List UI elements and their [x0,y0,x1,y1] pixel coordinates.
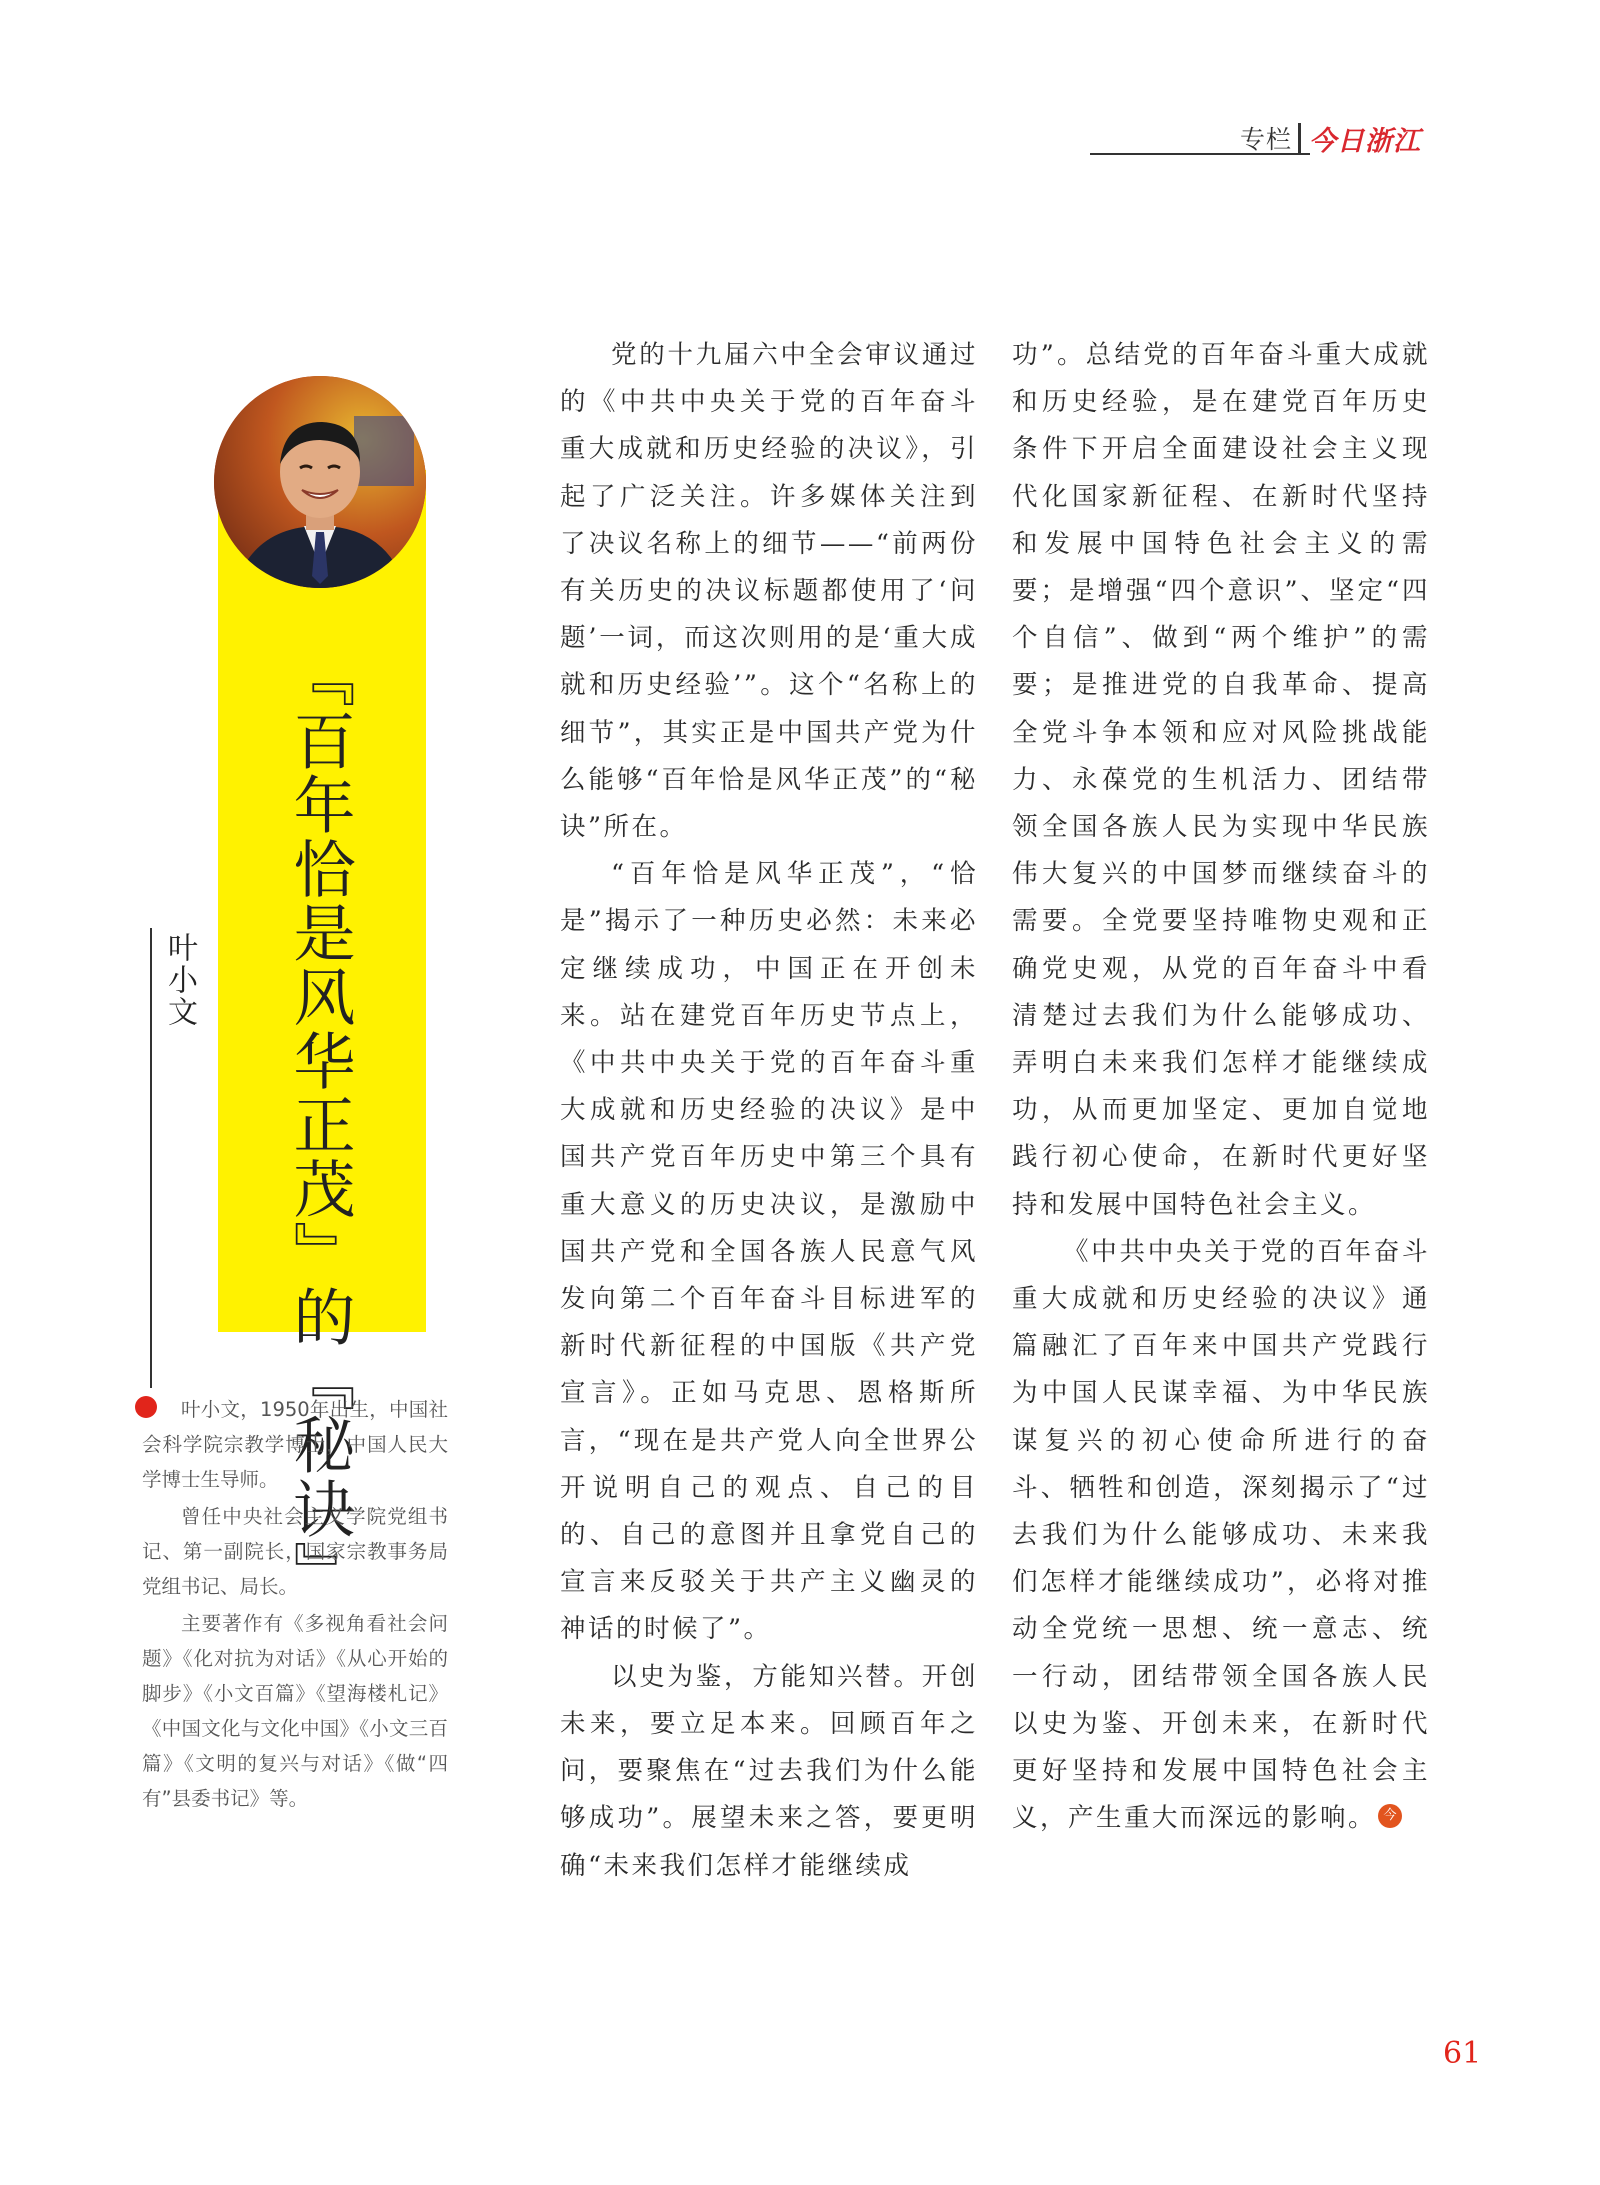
author-bio [142,1392,448,1818]
end-mark-icon: 今 [1378,1804,1402,1828]
bio-paragraph: 主要著作有《多视角看社会问题》《化对抗为对话》《从心开始的脚步》《小文百篇》《望海楼札记》《中国文化与文化中国》《小文三百篇》《文明的复兴与对话》《做“四有”县委书记》等。 [142,1612,448,1810]
author-rule [150,928,152,1388]
body-paragraph-text: 《中共中央关于党的百年奋斗重大成就和历史经验的决议》通篇融汇了百年来中国共产党践行为中国人民谋幸福、为中华民族谋复兴的初心使命所进行的奋斗、牺牲和创造，深刻揭示了“过去我们为什么能够成功、未来我们怎样才能继续成功”，必将对推动全党统一思想、统一意志、统一行动，团结带领全国各族人民以史为鉴、开创未来，在新时代更好坚持和发展中国特色社会主义，产生重大而深远的影响。 [1012,1236,1430,1834]
portrait-image [214,376,426,588]
page-header [1240,118,1440,158]
body-paragraph [1012,1229,1430,1843]
page-number: 61 [1443,2036,1482,2071]
header-separator [1298,123,1301,153]
article-title: 『百年恰是风华正茂』的『秘诀』 [283,645,356,1605]
body-column-1 [560,332,978,1890]
author-portrait [214,376,426,588]
brand-logo: 今日浙江 [1309,125,1422,157]
body-column-2 [1012,332,1430,1843]
body-paragraph: 功”。总结党的百年奋斗重大成就和历史经验，是在建党百年历史条件下开启全面建设社会主义现代化国家新征程、在新时代坚持和发展中国特色社会主义的需要；是增强“四个意识”、坚定“四个自信”、做到“两个维护”的需要；是推进党的自我革命、提高全党斗争本领和应对风险挑战能力、永葆党的生机活力、团结带领全国各族人民为实现中华民族伟大复兴的中国梦而继续奋斗的需要。全党要坚持唯物史观和正确党史观，从党的百年奋斗中看清楚过去我们为什么能够成功、弄明白未来我们怎样才能继续成功，从而更加坚定、更加自觉地践行初心使命，在新时代更好坚持和发展中国特色社会主义。 [1012,340,1430,1220]
body-paragraph: “百年恰是风华正茂”，“恰是”揭示了一种历史必然：未来必定继续成功，中国正在开创未来。站在建党百年历史节点上，《中共中央关于党的百年奋斗重大成就和历史经验的决议》是中国共产党百年历史中第三个具有重大意义的历史决议，是激励中国共产党和全国各族人民意气风发向第二个百年奋斗目标进军的新时代新征程的中国版《共产党宣言》。正如马克思、恩格斯所言，“现在是共产党人向全世界公开说明自己的观点、自己的目的、自己的意图并且拿党自己的宣言来反驳关于共产主义幽灵的神话的时候了”。 [560,859,978,1645]
bio-paragraph: 叶小文，1950年出生，中国社会科学院宗教学博士，中国人民大学博士生导师。 [142,1398,448,1491]
column-label: 专栏 [1240,125,1293,154]
bio-paragraph: 曾任中央社会主义学院党组书记、第一副院长，国家宗教事务局党组书记、局长。 [142,1505,448,1598]
author-name: 叶小文 [162,932,197,1028]
body-paragraph: 以史为鉴，方能知兴替。开创未来，要立足本来。回顾百年之问，要聚焦在“过去我们为什么能够成功”。展望未来之答，要更明确“未来我们怎样才能继续成 [560,1661,978,1881]
body-paragraph: 党的十九届六中全会审议通过的《中共中央关于党的百年奋斗重大成就和历史经验的决议》，引起了广泛关注。许多媒体关注到了决议名称上的细节——“前两份有关历史的决议标题都使用了‘问题’一词，而这次则用的是‘重大成就和历史经验’”。这个“名称上的细节”，其实正是中国共产党为什么能够“百年恰是风华正茂”的“秘诀”所在。 [560,340,978,843]
